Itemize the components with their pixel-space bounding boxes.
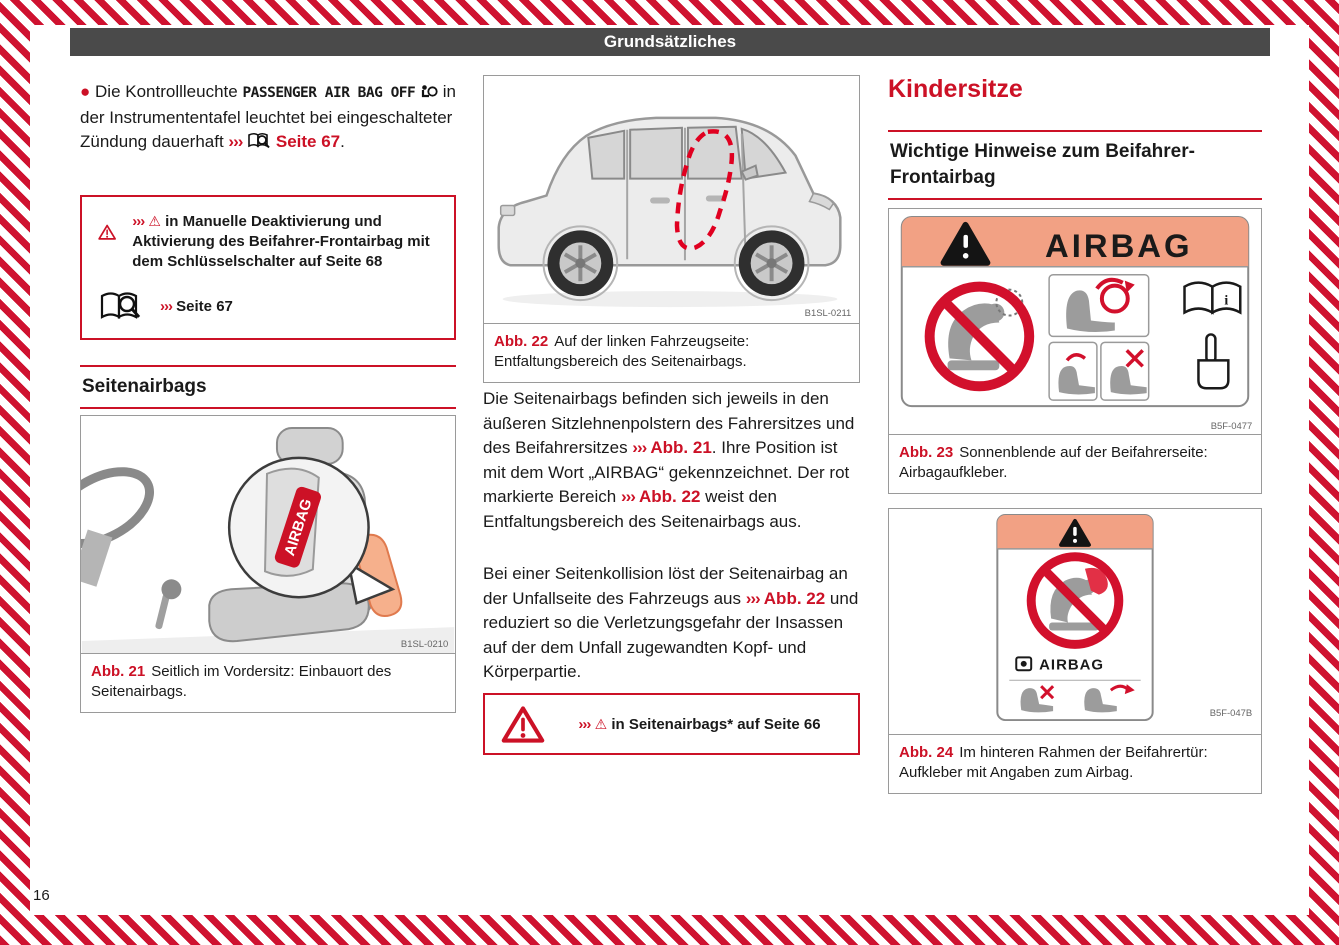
see-arrows: ››› <box>620 487 635 506</box>
figure-caption-text: Auf der linken Fahrzeugseite: Entfaltungsbereich des Seitenairbags. <box>494 333 750 370</box>
warning-triangle-icon <box>98 211 116 253</box>
ground-shadow <box>503 291 838 307</box>
fig21-seat-illustration <box>81 416 455 654</box>
book-magnifier-icon <box>98 290 144 324</box>
figure-caption-text: Sonnenblende auf der Beifahrerseite: Airbagaufkleber. <box>899 444 1208 481</box>
passenger-airbag-off-indicator: PASSENGER AIR BAG OFF <box>242 85 416 101</box>
airbag-deploy-pictogram <box>1049 275 1149 337</box>
bullet-marker: ● <box>80 82 91 101</box>
figure-22 <box>483 75 860 383</box>
body-run: Die Seitenairbags befinden sich jeweils in den äußeren Sitzlehnenpolstern des Fahrersitzes und des Beifahrersitzes <box>483 389 855 457</box>
body-run: und reduziert so die Verletzungsgefahr der Insassen auf der dem Unfall zugewandten Kopf- und Körperpartie. <box>483 588 859 681</box>
figure-label: Abb. 22 <box>494 333 549 350</box>
figure-reference: Abb. 22 <box>759 588 826 608</box>
figure-23 <box>888 208 1262 494</box>
airbag-label-text: AIRBAG <box>281 496 316 558</box>
see-arrows: ››› <box>132 213 145 230</box>
page-header <box>70 28 1270 56</box>
section-heading-frontairbag: Wichtige Hinweise zum Beifahrer-Frontairbag <box>888 130 1262 200</box>
figure-caption-text: Im hinteren Rahmen der Beifahrertür: Aufkleber mit Angaben zum Airbag. <box>899 744 1208 781</box>
rear-wheel <box>548 230 614 296</box>
figure-label: Abb. 23 <box>899 444 954 461</box>
passenger-airbag-warning-icon <box>420 84 438 100</box>
figure-code: B1SL-0211 <box>804 308 852 320</box>
figure-21-caption <box>81 654 455 712</box>
page-reference: Seite 67 <box>275 132 341 151</box>
section-heading-seitenairbags: Seitenairbags <box>80 365 456 409</box>
fig22-car-side-illustration <box>484 76 859 324</box>
intro-text-2: in der Instrumententafel leuchtet bei eingeschalteter Zündung dauerhaft <box>80 82 456 151</box>
body-run: . Ihre Position ist mit dem Wort „AIRBAG“ gekennzeichnet. Der rot markierte Bereich <box>483 438 850 506</box>
warning-text <box>160 297 233 317</box>
warning-reference-text: in Manuelle Deaktivierung und Aktivierung des Beifahrer-Frontairbag mit dem Schlüsselschalter auf Seite 68 <box>132 213 430 270</box>
see-arrows: ››› <box>160 298 172 315</box>
warning-triangle-icon <box>501 704 545 744</box>
figure-22-caption <box>484 324 859 382</box>
figure-code: B5F-0477 <box>1210 421 1253 433</box>
warning-reference-text: Seite 67 <box>176 298 233 315</box>
tail-light <box>501 205 515 215</box>
figure-21 <box>80 415 456 713</box>
fig23-airbag-sticker-illustration <box>889 209 1261 435</box>
warning-text <box>557 714 842 735</box>
fig24-door-sticker-illustration <box>889 509 1261 735</box>
intro-paragraph <box>80 80 456 155</box>
airbag-text-row <box>1016 656 1104 673</box>
see-arrows: ››› <box>632 438 647 457</box>
figure-code: B5F-047B <box>1209 708 1253 720</box>
figure-23-caption <box>889 435 1261 493</box>
paragraph-seitenairbags-1 <box>483 387 860 534</box>
figure-code: B1SL-0210 <box>400 639 449 651</box>
figure-reference: Abb. 22 <box>634 487 701 506</box>
figure-24-caption <box>889 735 1261 793</box>
inline-warning-triangle: ⚠ <box>594 715 608 732</box>
svg-text:i: i <box>1224 293 1229 309</box>
page-header-title: Grundsätzliches <box>603 32 737 51</box>
figure-caption-text: Seitlich im Vordersitz: Einbauort des Seitenairbags. <box>91 663 392 700</box>
see-arrows: ››› <box>578 715 591 733</box>
chapter-heading-kindersitze: Kindersitze <box>888 75 1023 103</box>
body-run: weist den Entfaltungsbereich des Seitenairbags aus. <box>483 487 802 531</box>
intro-text-3: . <box>340 132 345 151</box>
warning-box-deactivation <box>80 195 456 340</box>
warning-text <box>132 211 438 272</box>
see-arrows: ››› <box>745 588 760 608</box>
intro-text-1: Die Kontrollleuchte <box>95 82 243 101</box>
warning-reference-text: in Seitenairbags* auf Seite 66 <box>611 715 821 733</box>
figure-reference: Abb. 21 <box>646 438 712 457</box>
warning-row-1 <box>98 211 438 272</box>
page <box>30 25 1309 915</box>
manual-book-icon <box>1185 283 1241 313</box>
paragraph-seitenairbags-2 <box>483 562 860 685</box>
front-wheel <box>739 230 805 296</box>
figure-label: Abb. 21 <box>91 663 146 680</box>
inline-warning-triangle: ⚠ <box>148 213 161 229</box>
figure-label: Abb. 24 <box>899 744 954 761</box>
book-magnifier-icon <box>247 132 271 150</box>
see-arrows: ››› <box>228 132 243 151</box>
page-number: 16 <box>33 887 50 904</box>
warning-row-2 <box>98 290 438 324</box>
warning-box-seitenairbags <box>483 693 860 755</box>
body-run: Bei einer Seitenkollision löst der Seitenairbag an der Unfallseite des Fahrzeugs aus <box>483 564 848 608</box>
figure-24 <box>888 508 1262 794</box>
sticker-airbag-word: AIRBAG <box>1045 226 1193 264</box>
sticker-airbag-word: AIRBAG <box>1039 656 1105 674</box>
